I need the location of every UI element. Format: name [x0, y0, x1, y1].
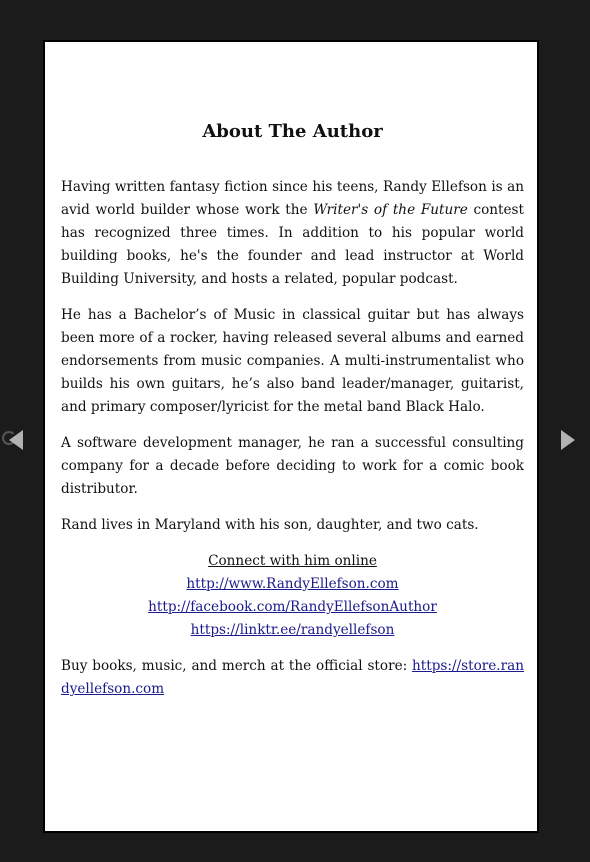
triangle-left-icon — [6, 428, 26, 452]
next-page-button[interactable] — [558, 428, 578, 452]
store-link[interactable]: https://store.randyellefson.com — [61, 658, 524, 697]
website-link[interactable]: http://www.RandyEllefson.com — [186, 576, 399, 592]
store-text: Buy books, music, and merch at the official store: — [61, 658, 413, 674]
paragraph-2: He has a Bachelor’s of Music in classical guitar but has always been more of a rocker, having released several albums and earned endorsements from music companies. A multi-instrumentalist who builds his own guitars, he’s also band leader/manager, guitarist, and primary composer/lyricist for the metal band Black Halo. — [61, 307, 524, 415]
paragraph-4: Rand lives in Maryland with his son, daughter, and two cats. — [61, 517, 479, 533]
paragraph-1-before: Having written fantasy fiction since his teens, Randy Ellefson is an avid world builder whose work the — [61, 179, 524, 218]
paragraph-1 — [61, 176, 524, 291]
facebook-link[interactable]: http://facebook.com/RandyEllefsonAuthor — [148, 599, 437, 615]
page-content — [61, 120, 524, 714]
paragraph-1-after: contest has recognized three times. In addition to his popular world building books, he's the founder and lead instructor at World Building University, and hosts a related, popular podcast. — [61, 202, 524, 287]
paragraph-3: A software development manager, he ran a successful consulting company for a decade before deciding to work for a comic book distributor. — [61, 435, 524, 497]
book-page — [43, 40, 539, 833]
contest-name: Writer's of the Future — [313, 202, 468, 218]
connect-heading: Connect with him online — [208, 553, 377, 569]
linktree-link[interactable]: https://linktr.ee/randyellefson — [190, 622, 395, 638]
connect-section — [61, 550, 524, 642]
triangle-right-icon — [558, 428, 578, 452]
chapter-title: About The Author — [202, 121, 383, 142]
store-paragraph — [61, 655, 524, 701]
previous-page-button[interactable] — [6, 428, 26, 452]
